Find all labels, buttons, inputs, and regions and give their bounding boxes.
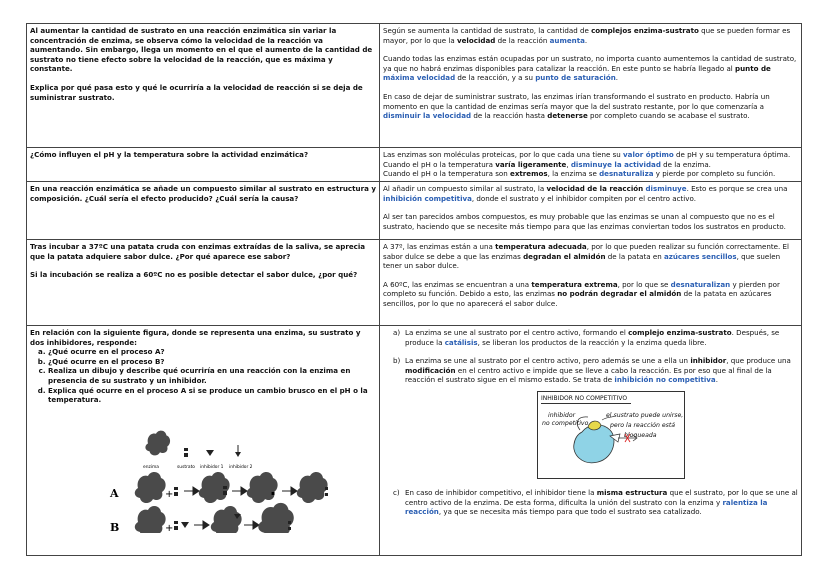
- question-cell: [27, 24, 380, 148]
- answer-text: Según se aumenta la cantidad de sustrato, la cantidad de complejos enzima-sustrato que se pueden formar es mayor, por lo que la velocidad de la reacción aumenta.: [383, 26, 791, 45]
- question-text: Tras incubar a 37ºC una patata cruda con enzimas extraídas de la saliva, se aprecia que la patata adquiere sabor dulce. ¿Por qué aparece ese sabor?: [30, 242, 366, 261]
- answer-list: [383, 328, 798, 517]
- question-text: En una reacción enzimática se añade un compuesto similar al sustrato en estructura y composición. ¿Cuál sería el efecto producido? ¿Cuál sería la causa?: [30, 184, 376, 203]
- substrate-icon: [184, 448, 188, 457]
- question-list: [30, 347, 376, 405]
- list-item: a) La enzima se une al sustrato por el centro activo, formando el complejo enzima-sustrato. Después, se produce la catálisis, se liberan los productos de la reacción y la enzima queda libre.: [393, 328, 780, 347]
- inhibitor-1-icon: [206, 450, 214, 456]
- list-item: d. Explica qué ocurre en el proceso A si se produce un cambio brusco en el pH o la temperatura.: [48, 386, 376, 405]
- question-cell: [27, 182, 380, 240]
- svg-text:▪: ▪: [271, 489, 276, 497]
- list-item: b) La enzima se une al sustrato por el centro activo, pero además se une a ella un inhibidor, que produce una modificación en el centro activo e impide que se lleve a cabo la reacción. Es por eso que al final de la reacción el sustrato sigue en el mismo estado. Se trata de inhibición no competitiva. INHIBIDOR NO COMPETITIVO inhibidor no competitivo el sustrato puede unirse, pero la reacción está bloqueada: [405, 356, 798, 479]
- arrow-icon: [282, 487, 297, 495]
- question-cell: [27, 326, 380, 556]
- row-label-a: A: [110, 486, 119, 500]
- answer-text: Cuando el pH o la temperatura varía ligeramente, disminuye la actividad de la enzima.: [383, 159, 711, 169]
- svg-text:+: +: [165, 488, 174, 500]
- answer-cell: [380, 240, 802, 326]
- answer-text: Cuando todas las enzimas están ocupadas por un sustrato, no importa cuanto aumentemos la cantidad de sustrato, ya que no habrá enzimas disponibles para catalizar la reacción. En este punto se habría llegado al punto de máxima velocidad de la reacción, y a su punto de saturación.: [383, 54, 797, 83]
- drawing-label: inhibidor: [548, 411, 576, 419]
- drawing-title: INHIBIDOR NO COMPETITIVO: [541, 395, 631, 404]
- arrow-icon: [194, 521, 209, 529]
- question-text: Al aumentar la cantidad de sustrato en una reacción enzimática sin variar la concentración de enzima, se observa cómo la velocidad de la reacción va aumentando. Sin embargo, llega un momento en el que el aumento de la cantidad de sustrato no tiene efecto sobre la velocidad de la reacción, que es máxima y constante.: [30, 26, 373, 74]
- drawing-note: pero la reacción está: [610, 421, 676, 429]
- table-row: [27, 182, 802, 240]
- answer-text: Al ser tan parecidos ambos compuestos, es muy probable que las enzimas se unan al compuesto que no es el sustrato, haciendo que se necesite más tiempo para que las enzimas conviertan todos los sustratos en producto.: [383, 212, 786, 231]
- list-item: a. ¿Qué ocurre en el proceso A?: [48, 347, 376, 357]
- answer-text: Las enzimas son moléculas proteicas, por lo que cada una tiene su valor óptimo de pH y su temperatura óptima.: [383, 150, 791, 159]
- enzyme-figure-svg: [30, 423, 370, 533]
- question-text: En relación con la siguiente figura, donde se representa una enzima, su sustrato y dos inhibidores, responde:: [30, 328, 361, 347]
- arrow-icon: [232, 487, 247, 495]
- question-cell: [27, 240, 380, 326]
- enzyme-shape: [574, 425, 614, 463]
- arrow-icon: [244, 521, 259, 529]
- question-text: Si la incubación se realiza a 60ºC no es posible detectar el sabor dulce, ¿por qué?: [30, 270, 358, 280]
- question-cell: [27, 148, 380, 182]
- figure-label: inhibidor 1: [200, 464, 224, 470]
- table-row: [27, 24, 802, 148]
- drawing-note: bloqueada: [624, 431, 657, 439]
- row-label-b: B: [110, 520, 120, 533]
- qa-table: [26, 23, 802, 556]
- list-item: b. ¿Qué ocurre en el proceso B?: [48, 357, 376, 367]
- answer-text: En caso de dejar de suministrar sustrato, las enzimas irían transformando el sustrato en producto. Habría un momento en que la cantidad de enzimas sería mayor que la del sustrato restante, por lo que comenzaría a disminuir la velocidad de la reacción hasta detenerse por completo cuando se acabase el sustrato.: [383, 91, 770, 121]
- list-item: c. Realiza un dibujo y describe qué ocurriría en una reacción con la enzima en presencia de su sustrato y un inhibidor.: [48, 366, 376, 385]
- answer-text: Al añadir un compuesto similar al sustrato, la velocidad de la reacción disminuye. Esto es porque se crea una inhibición competitiva, donde el sustrato y el inhibidor compiten por el centro activo.: [383, 184, 788, 203]
- answer-text: A 37º, las enzimas están a una temperatura adecuada, por lo que pueden realizar su función correctamente. El sabor dulce se debe a que las enzimas degradan el almidón de la patata en azúcares sencillos, que suelen tener un sabor dulce.: [383, 242, 790, 271]
- drawing-note: el sustrato puede unirse,: [606, 411, 684, 419]
- arrow-icon: [184, 487, 199, 495]
- list-item: c) En caso de inhibidor competitivo, el inhibidor tiene la misma estructura que el sustrato, por lo que se une al centro activo de la enzima. De esta forma, dificulta la unión del sustrato con la enzima y ralentiza la reacción, ya que se necesita más tiempo para que todo el sustrato sea catalizado.: [393, 487, 798, 517]
- answer-cell: [380, 24, 802, 148]
- question-text: Explica por qué pasa esto y qué le ocurriría a la velocidad de reacción si se deja de suministrar sustrato.: [30, 82, 363, 102]
- enzyme-icon: [145, 430, 170, 455]
- answer-cell: [380, 148, 802, 182]
- answer-cell: [380, 182, 802, 240]
- table-row: [27, 326, 802, 556]
- table-row: [27, 148, 802, 182]
- figure-label: enzima: [143, 464, 159, 470]
- inhibitor-shape: [588, 421, 601, 430]
- figure-label: inhibidor 2: [229, 464, 253, 470]
- table-row: [27, 240, 802, 326]
- figure-label: sustrato: [177, 464, 195, 470]
- drawing-label: no competitivo: [542, 419, 589, 427]
- question-text: ¿Cómo influyen el pH y la temperatura sobre la actividad enzimática?: [30, 150, 309, 159]
- inhibitor-2-icon: [235, 445, 241, 457]
- drawing-svg: [538, 392, 684, 478]
- answer-cell: [380, 326, 802, 556]
- answer-text: A 60ºC, las enzimas se encuentran a una temperatura extrema, por lo que se desnaturalizan y pierden por completo su función. Debido a esto, las enzimas no podrán degradar el almidón de la patata en azúcares sencillos, por lo que no aparecerá el sabor dulce.: [383, 279, 780, 308]
- inhibitor-drawing: [537, 391, 685, 479]
- enzyme-figure: [30, 423, 376, 533]
- answer-text: Cuando el pH o la temperatura son extremos, la enzima se desnaturaliza y pierde por completo su función.: [383, 169, 776, 179]
- svg-text:+: +: [165, 522, 174, 533]
